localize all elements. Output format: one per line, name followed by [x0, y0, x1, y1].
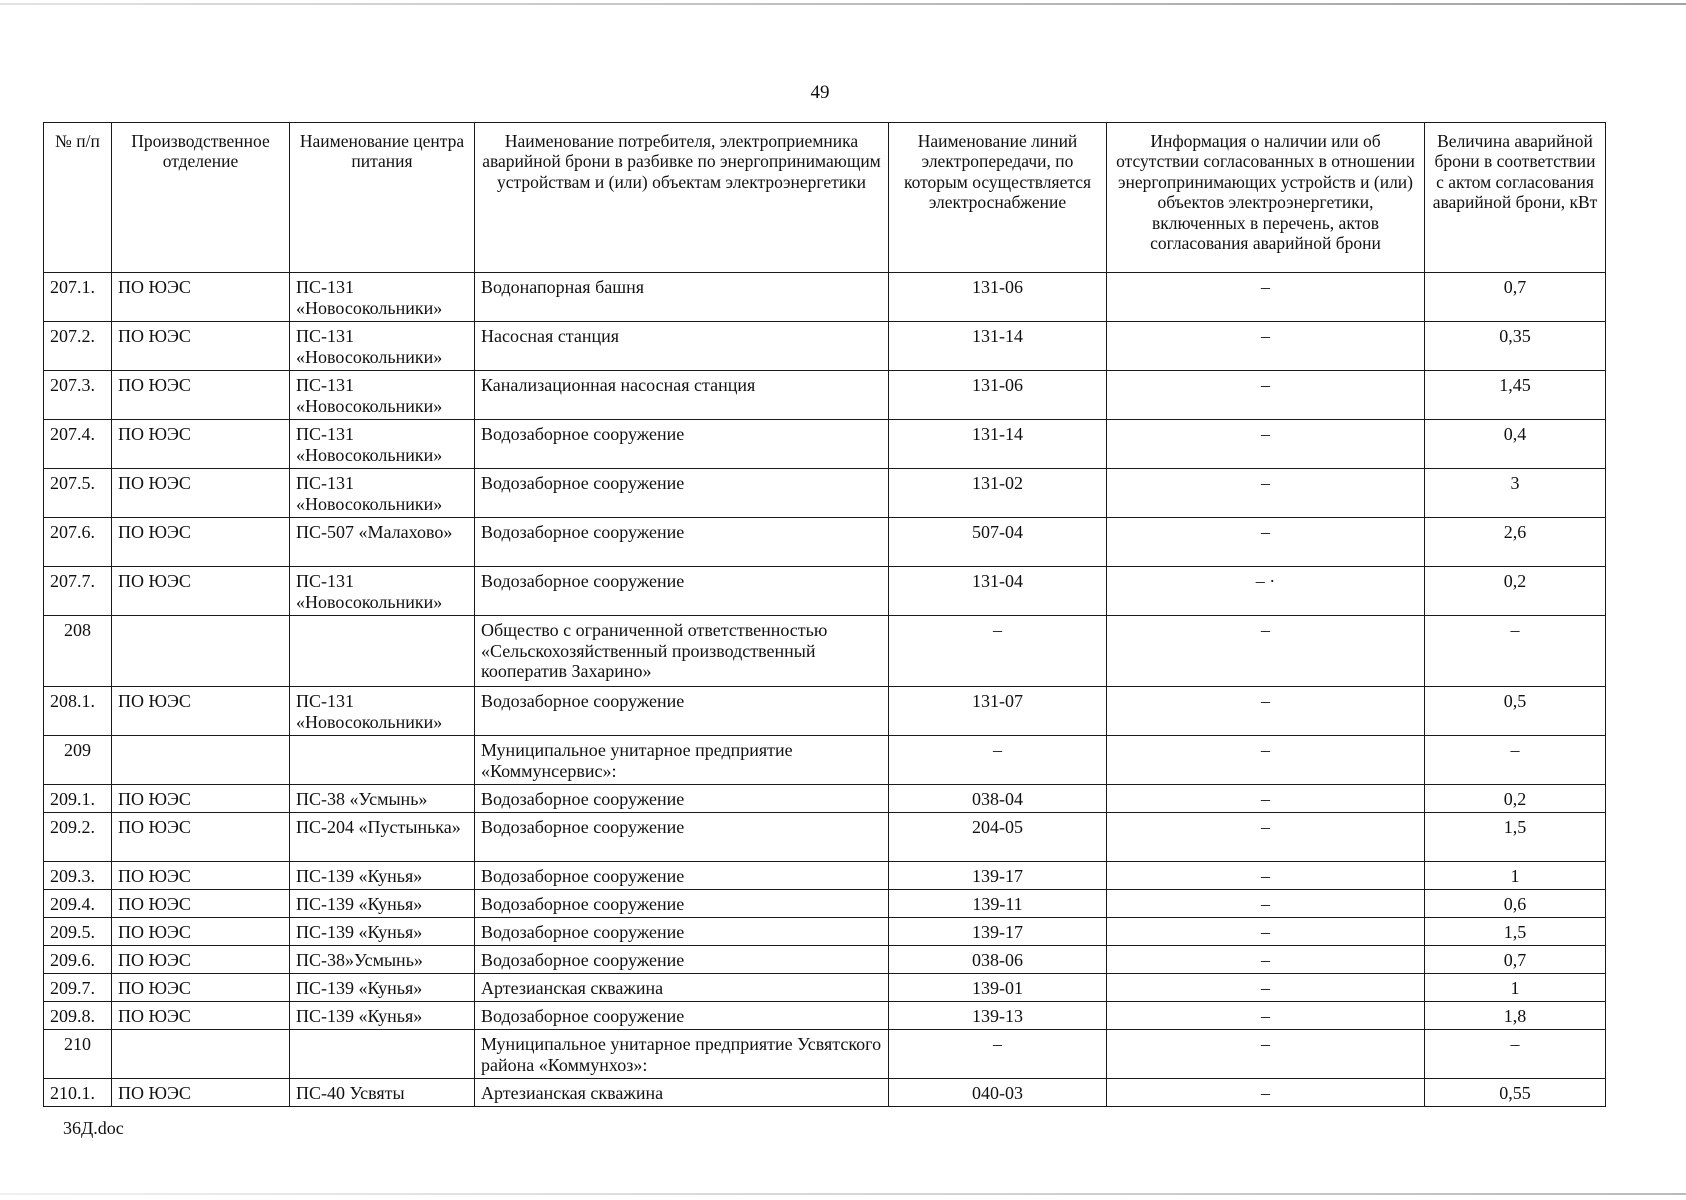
cell-power-line: –	[889, 616, 1107, 687]
cell-power-center	[290, 616, 475, 687]
cell-power-center: ПС-507 «Малахово»	[290, 518, 475, 567]
cell-reserve-value: 0,5	[1425, 687, 1606, 736]
table-row	[44, 813, 1606, 862]
cell-power-center: ПС-139 «Кунья»	[290, 862, 475, 890]
cell-power-line: 139-17	[889, 862, 1107, 890]
cell-power-center: ПС-131 «Новосокольники»	[290, 687, 475, 736]
table-row	[44, 273, 1606, 322]
cell-division: ПО ЮЭС	[112, 862, 290, 890]
cell-row-number: 209.5.	[44, 918, 112, 946]
cell-reserve-value: 2,6	[1425, 518, 1606, 567]
cell-power-line: 038-06	[889, 946, 1107, 974]
cell-reserve-value: 1,5	[1425, 813, 1606, 862]
emergency-reserve-table	[43, 122, 1606, 1107]
cell-acts-info: –	[1107, 785, 1425, 813]
cell-power-line: 131-14	[889, 420, 1107, 469]
cell-acts-info: –	[1107, 687, 1425, 736]
cell-acts-info: –	[1107, 890, 1425, 918]
table-row	[44, 518, 1606, 567]
cell-division	[112, 1030, 290, 1079]
cell-power-center: ПС-131 «Новосокольники»	[290, 469, 475, 518]
cell-consumer: Водозаборное сооружение	[475, 918, 889, 946]
cell-reserve-value: –	[1425, 1030, 1606, 1079]
cell-row-number: 210.1.	[44, 1079, 112, 1107]
cell-division: ПО ЮЭС	[112, 1079, 290, 1107]
cell-acts-info: –	[1107, 813, 1425, 862]
cell-consumer: Насосная станция	[475, 322, 889, 371]
cell-acts-info: –	[1107, 974, 1425, 1002]
cell-reserve-value: 1,5	[1425, 918, 1606, 946]
cell-power-center: ПС-131 «Новосокольники»	[290, 420, 475, 469]
cell-consumer: Водозаборное сооружение	[475, 813, 889, 862]
cell-power-line: –	[889, 736, 1107, 785]
header-number: № п/п	[44, 123, 112, 273]
cell-acts-info: –	[1107, 469, 1425, 518]
cell-row-number: 209.7.	[44, 974, 112, 1002]
cell-division: ПО ЮЭС	[112, 1002, 290, 1030]
cell-reserve-value: 3	[1425, 469, 1606, 518]
cell-acts-info: –	[1107, 918, 1425, 946]
cell-power-center	[290, 736, 475, 785]
table-row	[44, 1002, 1606, 1030]
cell-consumer: Муниципальное унитарное предприятие Усвятского района «Коммунхоз»:	[475, 1030, 889, 1079]
cell-power-line: 038-04	[889, 785, 1107, 813]
cell-consumer: Водозаборное сооружение	[475, 518, 889, 567]
table-row	[44, 616, 1606, 687]
cell-acts-info: –	[1107, 1030, 1425, 1079]
table-row	[44, 1079, 1606, 1107]
cell-power-line: 139-01	[889, 974, 1107, 1002]
header-power-center: Наименование центра питания	[290, 123, 475, 273]
table-row	[44, 974, 1606, 1002]
cell-power-center: ПС-139 «Кунья»	[290, 918, 475, 946]
header-acts-info: Информация о наличии или об отсутствии согласованных в отношении энергопринимающих устройств и (или) объектов электроэнергетики, включенных в перечень, актов согласования аварийной брони	[1107, 123, 1425, 273]
cell-reserve-value: 1	[1425, 862, 1606, 890]
cell-row-number: 207.4.	[44, 420, 112, 469]
cell-consumer: Водозаборное сооружение	[475, 420, 889, 469]
cell-consumer: Канализационная насосная станция	[475, 371, 889, 420]
cell-acts-info: –	[1107, 518, 1425, 567]
cell-division	[112, 616, 290, 687]
table-row	[44, 736, 1606, 785]
cell-power-line: 040-03	[889, 1079, 1107, 1107]
cell-power-line: 204-05	[889, 813, 1107, 862]
cell-consumer: Артезианская скважина	[475, 974, 889, 1002]
cell-row-number: 207.5.	[44, 469, 112, 518]
cell-power-center: ПС-131 «Новосокольники»	[290, 371, 475, 420]
cell-acts-info: –	[1107, 1079, 1425, 1107]
cell-acts-info: –	[1107, 946, 1425, 974]
cell-power-center: ПС-204 «Пустынька»	[290, 813, 475, 862]
table-row	[44, 420, 1606, 469]
header-reserve-value: Величина аварийной брони в соответствии с актом согласования аварийной брони, кВт	[1425, 123, 1606, 273]
cell-reserve-value: 0,2	[1425, 567, 1606, 616]
cell-row-number: 207.7.	[44, 567, 112, 616]
header-power-lines: Наименование линий электропередачи, по которым осуществляется электроснабжение	[889, 123, 1107, 273]
cell-acts-info: –	[1107, 420, 1425, 469]
cell-consumer: Водозаборное сооружение	[475, 469, 889, 518]
cell-power-center: ПС-139 «Кунья»	[290, 890, 475, 918]
cell-consumer: Водозаборное сооружение	[475, 946, 889, 974]
header-division: Производственное отделение	[112, 123, 290, 273]
cell-reserve-value: 0,35	[1425, 322, 1606, 371]
cell-acts-info: –	[1107, 862, 1425, 890]
cell-division: ПО ЮЭС	[112, 785, 290, 813]
cell-power-line: 507-04	[889, 518, 1107, 567]
cell-division: ПО ЮЭС	[112, 918, 290, 946]
cell-power-center: ПС-38 «Усмынь»	[290, 785, 475, 813]
cell-division: ПО ЮЭС	[112, 946, 290, 974]
cell-consumer: Водозаборное сооружение	[475, 1002, 889, 1030]
cell-reserve-value: 1	[1425, 974, 1606, 1002]
cell-consumer: Общество с ограниченной ответственностью «Сельскохозяйственный производственный кооператив Захарино»	[475, 616, 889, 687]
cell-power-center: ПС-131 «Новосокольники»	[290, 273, 475, 322]
cell-consumer: Водозаборное сооружение	[475, 862, 889, 890]
cell-reserve-value: 0,7	[1425, 946, 1606, 974]
cell-division: ПО ЮЭС	[112, 371, 290, 420]
cell-division: ПО ЮЭС	[112, 273, 290, 322]
cell-power-line: 131-14	[889, 322, 1107, 371]
cell-division: ПО ЮЭС	[112, 567, 290, 616]
cell-row-number: 209.6.	[44, 946, 112, 974]
cell-acts-info: –	[1107, 616, 1425, 687]
cell-power-line: 131-02	[889, 469, 1107, 518]
footer-filename: 36Д.doc	[63, 1118, 124, 1138]
cell-division: ПО ЮЭС	[112, 469, 290, 518]
cell-power-center: ПС-139 «Кунья»	[290, 1002, 475, 1030]
cell-reserve-value: 0,7	[1425, 273, 1606, 322]
cell-division: ПО ЮЭС	[112, 322, 290, 371]
table-row	[44, 890, 1606, 918]
cell-acts-info: –	[1107, 736, 1425, 785]
cell-power-center: ПС-40 Усвяты	[290, 1079, 475, 1107]
cell-reserve-value: –	[1425, 616, 1606, 687]
table-header-row	[44, 123, 1606, 273]
cell-consumer: Водозаборное сооружение	[475, 687, 889, 736]
cell-division: ПО ЮЭС	[112, 420, 290, 469]
table-row	[44, 469, 1606, 518]
cell-power-center: ПС-139 «Кунья»	[290, 974, 475, 1002]
page-number: 49	[810, 82, 830, 103]
cell-division: ПО ЮЭС	[112, 813, 290, 862]
cell-consumer: Водонапорная башня	[475, 273, 889, 322]
cell-row-number: 207.1.	[44, 273, 112, 322]
cell-row-number: 208.1.	[44, 687, 112, 736]
cell-reserve-value: 0,2	[1425, 785, 1606, 813]
cell-power-line: 131-07	[889, 687, 1107, 736]
cell-reserve-value: 1,8	[1425, 1002, 1606, 1030]
table-row	[44, 918, 1606, 946]
header-consumer: Наименование потребителя, электроприемника аварийной брони в разбивке по энергопринимающим устройствам и (или) объектам электроэнергетики	[475, 123, 889, 273]
table-row	[44, 322, 1606, 371]
cell-power-line: 131-06	[889, 371, 1107, 420]
table-row	[44, 687, 1606, 736]
cell-power-center: ПС-38»Усмынь»	[290, 946, 475, 974]
cell-power-line: –	[889, 1030, 1107, 1079]
cell-row-number: 209.8.	[44, 1002, 112, 1030]
table-row	[44, 371, 1606, 420]
table-row	[44, 862, 1606, 890]
table-row	[44, 785, 1606, 813]
cell-power-line: 131-06	[889, 273, 1107, 322]
cell-row-number: 209.2.	[44, 813, 112, 862]
scan-bottom-edge	[0, 1193, 1686, 1195]
cell-reserve-value: 0,55	[1425, 1079, 1606, 1107]
table-body	[44, 273, 1606, 1107]
cell-power-center: ПС-131 «Новосокольники»	[290, 567, 475, 616]
cell-row-number: 209.1.	[44, 785, 112, 813]
cell-row-number: 207.2.	[44, 322, 112, 371]
cell-division: ПО ЮЭС	[112, 890, 290, 918]
cell-consumer: Муниципальное унитарное предприятие «Коммунсервис»:	[475, 736, 889, 785]
cell-power-line: 139-11	[889, 890, 1107, 918]
cell-division	[112, 736, 290, 785]
cell-division: ПО ЮЭС	[112, 974, 290, 1002]
cell-row-number: 208	[44, 616, 112, 687]
cell-row-number: 207.6.	[44, 518, 112, 567]
cell-acts-info: –	[1107, 322, 1425, 371]
cell-reserve-value: 1,45	[1425, 371, 1606, 420]
cell-acts-info: –	[1107, 273, 1425, 322]
cell-division: ПО ЮЭС	[112, 518, 290, 567]
cell-acts-info: – ·	[1107, 567, 1425, 616]
cell-power-center	[290, 1030, 475, 1079]
cell-consumer: Водозаборное сооружение	[475, 567, 889, 616]
table-row	[44, 1030, 1606, 1079]
cell-reserve-value: 0,4	[1425, 420, 1606, 469]
cell-consumer: Водозаборное сооружение	[475, 785, 889, 813]
cell-reserve-value: –	[1425, 736, 1606, 785]
table-row	[44, 567, 1606, 616]
cell-acts-info: –	[1107, 371, 1425, 420]
cell-power-center: ПС-131 «Новосокольники»	[290, 322, 475, 371]
cell-row-number: 209	[44, 736, 112, 785]
cell-power-line: 139-13	[889, 1002, 1107, 1030]
cell-row-number: 210	[44, 1030, 112, 1079]
cell-reserve-value: 0,6	[1425, 890, 1606, 918]
cell-row-number: 209.3.	[44, 862, 112, 890]
cell-division: ПО ЮЭС	[112, 687, 290, 736]
cell-acts-info: –	[1107, 1002, 1425, 1030]
cell-power-line: 139-17	[889, 918, 1107, 946]
cell-row-number: 209.4.	[44, 890, 112, 918]
scan-top-edge	[0, 3, 1686, 5]
table-row	[44, 946, 1606, 974]
cell-consumer: Артезианская скважина	[475, 1079, 889, 1107]
cell-row-number: 207.3.	[44, 371, 112, 420]
cell-consumer: Водозаборное сооружение	[475, 890, 889, 918]
cell-power-line: 131-04	[889, 567, 1107, 616]
